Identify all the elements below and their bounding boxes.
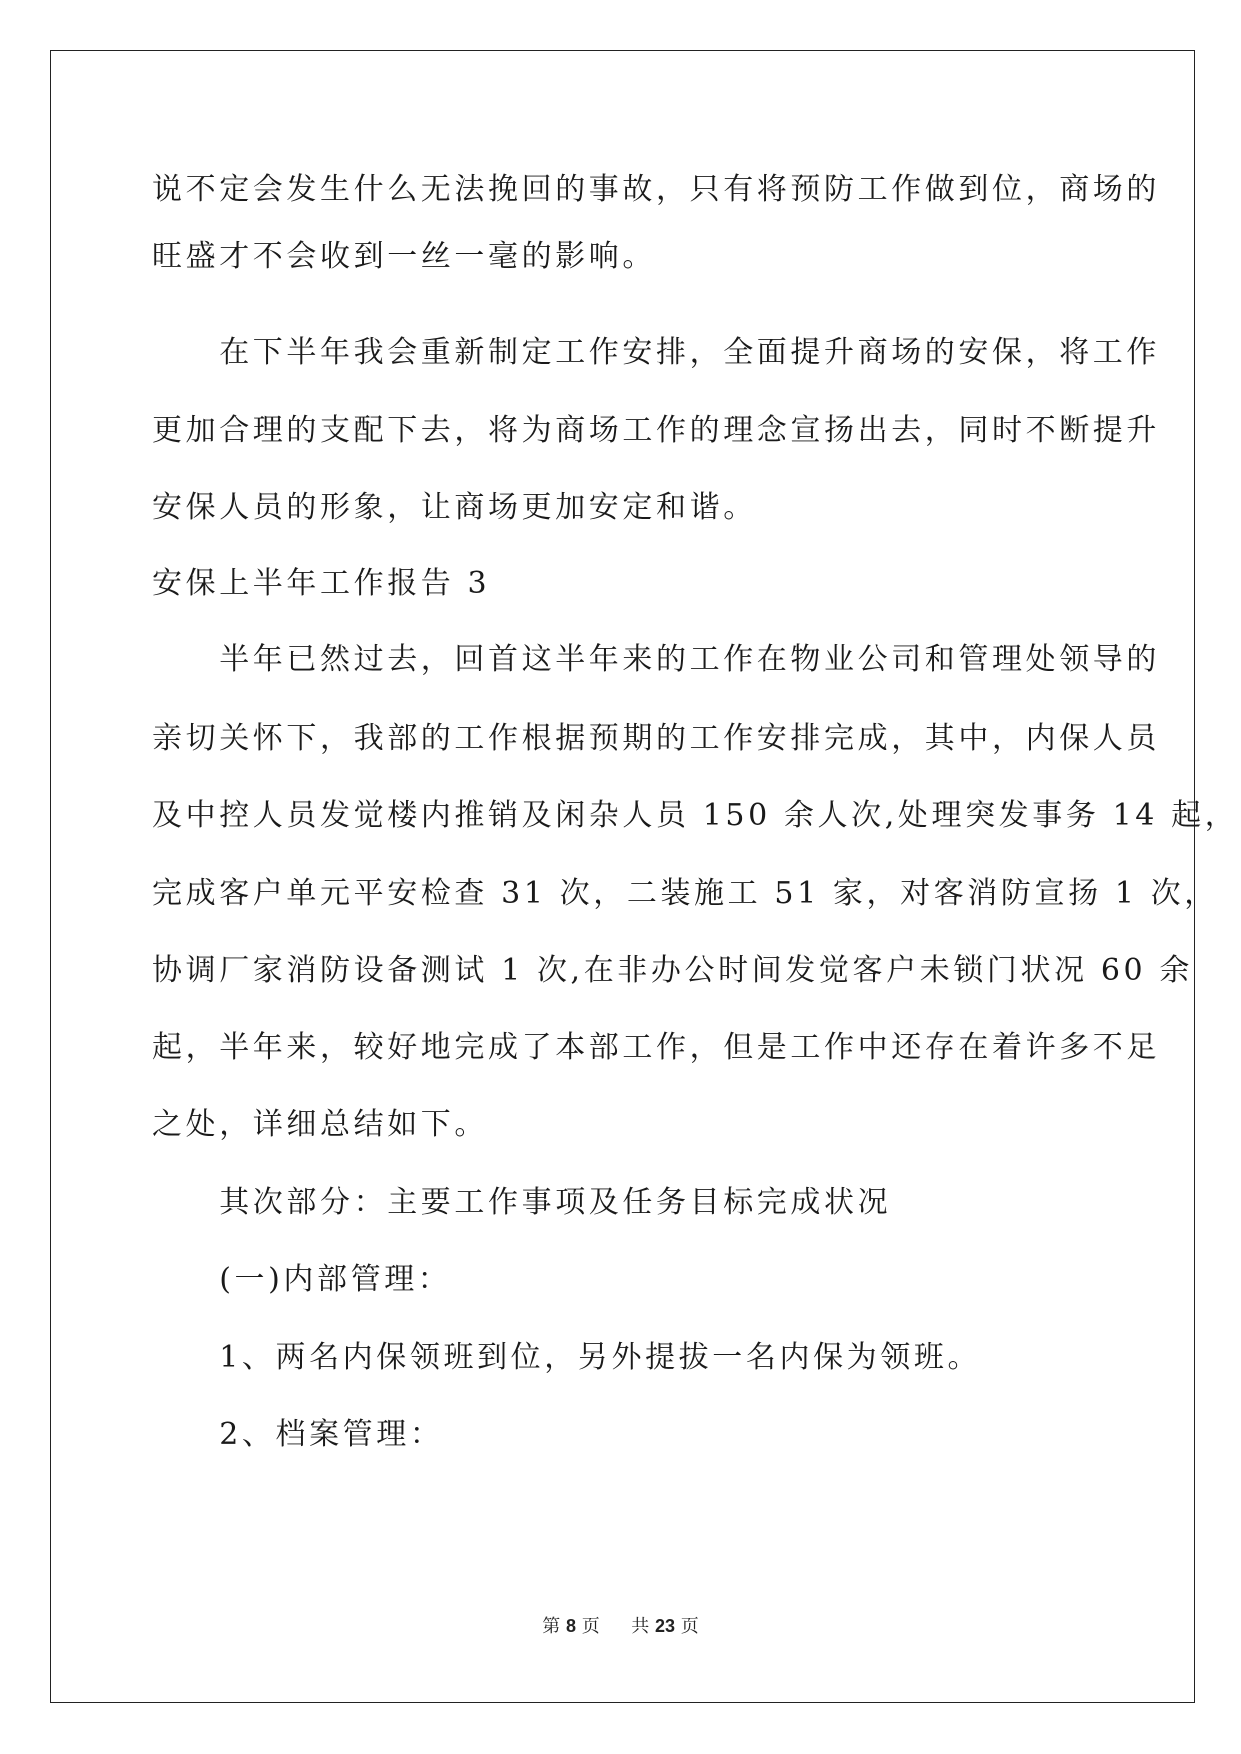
section-heading: 安保上半年工作报告 3 bbox=[152, 566, 491, 601]
page-footer bbox=[0, 1612, 1241, 1638]
paragraph-line: 及中控人员发觉楼内推销及闲杂人员 150 余人次,处理突发事务 14 起， bbox=[152, 798, 1239, 833]
footer-total-prefix: 共 bbox=[631, 1616, 650, 1637]
paragraph-line: 完成客户单元平安检查 31 次，二装施工 51 家，对客消防宣扬 1 次， bbox=[152, 876, 1218, 911]
paragraph-line: 说不定会发生什么无法挽回的事故，只有将预防工作做到位，商场的 bbox=[152, 172, 1160, 207]
paragraph-line: 半年已然过去，回首这半年来的工作在物业公司和管理处领导的 bbox=[152, 642, 1160, 677]
paragraph-line: 其次部分：主要工作事项及任务目标完成状况 bbox=[152, 1185, 892, 1220]
paragraph-line: 亲切关怀下，我部的工作根据预期的工作安排完成，其中，内保人员 bbox=[152, 721, 1160, 756]
paragraph-line: 之处，详细总结如下。 bbox=[152, 1107, 488, 1142]
footer-total-number: 23 bbox=[654, 1616, 675, 1636]
paragraph-line: 安保人员的形象，让商场更加安定和谐。 bbox=[152, 490, 757, 525]
paragraph-line: 旺盛才不会收到一丝一毫的影响。 bbox=[152, 239, 656, 274]
paragraph-line: 起，半年来，较好地完成了本部工作，但是工作中还存在着许多不足 bbox=[152, 1030, 1160, 1065]
paragraph-line: (一)内部管理： bbox=[152, 1262, 452, 1297]
paragraph-line: 2、档案管理： bbox=[152, 1417, 444, 1452]
footer-page-number: 8 bbox=[566, 1616, 577, 1636]
paragraph-line: 更加合理的支配下去，将为商场工作的理念宣扬出去，同时不断提升 bbox=[152, 413, 1160, 448]
paragraph-line: 在下半年我会重新制定工作安排，全面提升商场的安保，将工作 bbox=[152, 335, 1160, 370]
footer-page-suffix: 页 bbox=[581, 1616, 600, 1637]
footer-total-suffix: 页 bbox=[680, 1616, 699, 1637]
paragraph-line: 1、两名内保领班到位，另外提拔一名内保为领班。 bbox=[152, 1340, 982, 1375]
footer-page-prefix: 第 bbox=[542, 1616, 561, 1637]
paragraph-line: 协调厂家消防设备测试 1 次,在非办公时间发觉客户未锁门状况 60 余 bbox=[152, 953, 1193, 988]
